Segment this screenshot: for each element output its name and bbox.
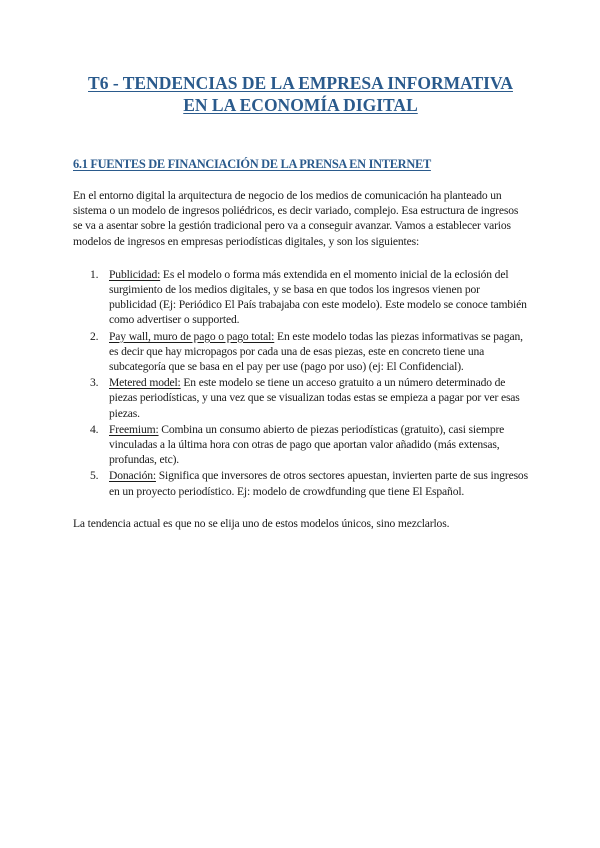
- model-name: Metered model:: [109, 376, 181, 390]
- model-description: En este modelo se tiene un acceso gratuito a un número determinado de piezas periodísticas, y una vez que se visualizan todas estas se empieza a pagar por ver esas piezas.: [109, 376, 520, 420]
- model-name: Publicidad:: [109, 267, 161, 281]
- document-title-line-1: T6 - TENDENCIAS DE LA EMPRESA INFORMATIVA: [88, 73, 513, 93]
- section-heading: 6.1 FUENTES DE FINANCIACIÓN DE LA PRENSA EN INTERNET: [73, 157, 431, 171]
- intro-paragraph: En el entorno digital la arquitectura de negocio de los medios de comunicación ha planteado un sistema o un modelo de ingresos poliédricos, es decir variado, complejo. Esa estructura de ingresos se va a asentar sobre la gestión tradicional pero va a conseguir avanzar. Vamos a establecer varios modelos de ingresos en empresas periodísticas digitales, y son los siguientes:: [73, 189, 519, 248]
- model-number: 2.: [90, 329, 99, 343]
- model-description: Significa que inversores de otros sectores apuestan, invierten parte de sus ingresos en un proyecto periodístico. Ej: modelo de crowdfunding que tiene El Español.: [109, 469, 528, 498]
- model-name: Donación:: [109, 469, 156, 483]
- income-model-item: [73, 375, 528, 421]
- model-number: 5.: [90, 469, 99, 483]
- model-name: Freemium:: [109, 422, 159, 436]
- income-model-item: [73, 329, 528, 375]
- model-description: Combina un consumo abierto de piezas periodísticas (gratuito), casi siempre vinculadas a la última hora con otras de pago que aportan valor añadido (más extensas, profundas, etc).: [109, 422, 505, 467]
- document-title-line-2: EN LA ECONOMÍA DIGITAL: [183, 95, 418, 115]
- income-models-list: [73, 267, 528, 499]
- model-number: 3.: [90, 376, 99, 390]
- model-number: 4.: [90, 422, 99, 436]
- model-description: En este modelo todas las piezas informativas se pagan, es decir que hay micropagos por cada una de esas piezas, este en concreto tiene una subcategoría que se basa en el pay per use (pago por uso) (ej: El Confidencial).: [109, 329, 523, 374]
- closing-paragraph: La tendencia actual es que no se elija uno de estos modelos únicos, sino mezclarlos.: [73, 516, 450, 530]
- document-title: [73, 72, 528, 116]
- model-description: Es el modelo o forma más extendida en el momento inicial de la eclosión del surgimiento de los medios digitales, y se basa en que todos los ingresos vienen por publicidad (Ej: Periódico El País trabajaba con este modelo). Este modelo se conoce también como advertiser o supported.: [109, 267, 527, 327]
- income-model-item: [73, 468, 528, 498]
- income-model-item: [73, 267, 528, 328]
- model-name: Pay wall, muro de pago o pago total:: [109, 329, 275, 343]
- income-model-item: [73, 422, 528, 468]
- model-number: 1.: [90, 267, 99, 281]
